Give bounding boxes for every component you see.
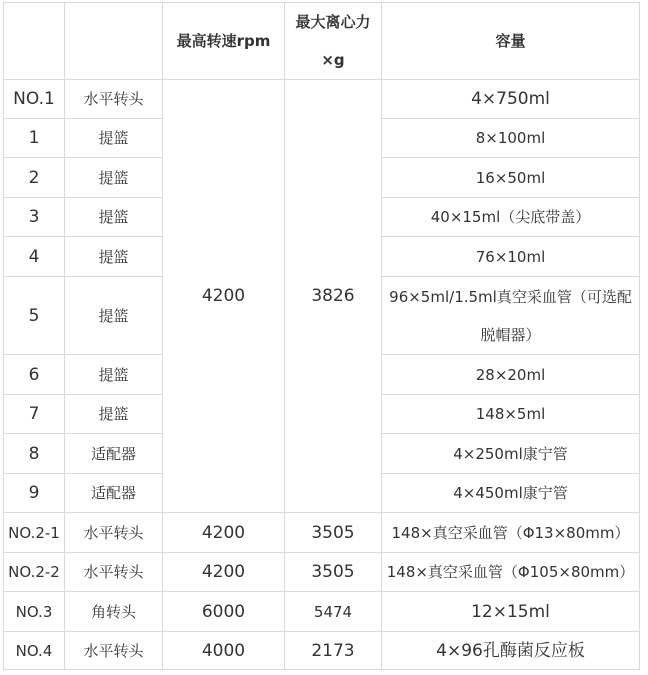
capacity: 4×250ml康宁管: [382, 434, 640, 474]
merged-max-force: 3826: [285, 80, 382, 513]
capacity: 8×100ml: [382, 119, 640, 158]
merged-max-speed: 4200: [163, 80, 285, 513]
capacity: 148×真空采血管（Φ13×80mm）: [382, 513, 640, 553]
rotor-no: NO.2-2: [4, 553, 65, 592]
capacity: 148×真空采血管（Φ105×80mm）: [382, 553, 640, 592]
max-speed: 6000: [163, 592, 285, 632]
capacity: 28×20ml: [382, 355, 640, 395]
max-speed: 4200: [163, 553, 285, 592]
rotor-type: 角转头: [65, 592, 163, 632]
rotor-type: 提篮: [65, 198, 163, 237]
rotor-type: 提篮: [65, 237, 163, 277]
rotor-no: 1: [4, 119, 65, 158]
rotor-no: NO.3: [4, 592, 65, 632]
rotor-no: 2: [4, 158, 65, 198]
table-row: [4, 80, 640, 119]
capacity: 76×10ml: [382, 237, 640, 277]
rotor-no: 9: [4, 474, 65, 513]
capacity: 4×96孔酶菌反应板: [382, 632, 640, 670]
table-row: [4, 632, 640, 670]
rotor-type: 适配器: [65, 434, 163, 474]
max-force: 3505: [285, 513, 382, 553]
rotor-no: 7: [4, 395, 65, 434]
table-row: [4, 553, 640, 592]
capacity: 96×5ml/1.5ml真空采血管（可选配脱帽器）: [382, 277, 640, 355]
rotor-spec-table: [3, 2, 640, 670]
rotor-type: 水平转头: [65, 513, 163, 553]
rotor-type: 水平转头: [65, 553, 163, 592]
capacity: 4×750ml: [382, 80, 640, 119]
rotor-type: 提篮: [65, 158, 163, 198]
header-cell-type: [65, 3, 163, 80]
header-cell-max-speed: 最高转速rpm: [163, 3, 285, 80]
max-force: 2173: [285, 632, 382, 670]
table-header-row: [4, 3, 640, 80]
rotor-no: 6: [4, 355, 65, 395]
rotor-no: 4: [4, 237, 65, 277]
header-cell-no: [4, 3, 65, 80]
rotor-type: 提篮: [65, 277, 163, 355]
table-row: [4, 592, 640, 632]
rotor-no: NO.2-1: [4, 513, 65, 553]
rotor-no: NO.4: [4, 632, 65, 670]
capacity: 12×15ml: [382, 592, 640, 632]
rotor-type: 提篮: [65, 119, 163, 158]
rotor-no: 8: [4, 434, 65, 474]
rotor-type: 提篮: [65, 395, 163, 434]
header-cell-max-force: 最大离心力×g: [285, 3, 382, 80]
table-row: [4, 513, 640, 553]
capacity: 40×15ml（尖底带盖）: [382, 198, 640, 237]
rotor-no: 3: [4, 198, 65, 237]
max-force: 5474: [285, 592, 382, 632]
max-speed: 4200: [163, 513, 285, 553]
rotor-type: 提篮: [65, 355, 163, 395]
rotor-no: 5: [4, 277, 65, 355]
max-speed: 4000: [163, 632, 285, 670]
capacity: 148×5ml: [382, 395, 640, 434]
header-cell-capacity: 容量: [382, 3, 640, 80]
capacity: 16×50ml: [382, 158, 640, 198]
rotor-type: 水平转头: [65, 80, 163, 119]
rotor-type: 水平转头: [65, 632, 163, 670]
max-force: 3505: [285, 553, 382, 592]
rotor-type: 适配器: [65, 474, 163, 513]
capacity: 4×450ml康宁管: [382, 474, 640, 513]
rotor-no: NO.1: [4, 80, 65, 119]
